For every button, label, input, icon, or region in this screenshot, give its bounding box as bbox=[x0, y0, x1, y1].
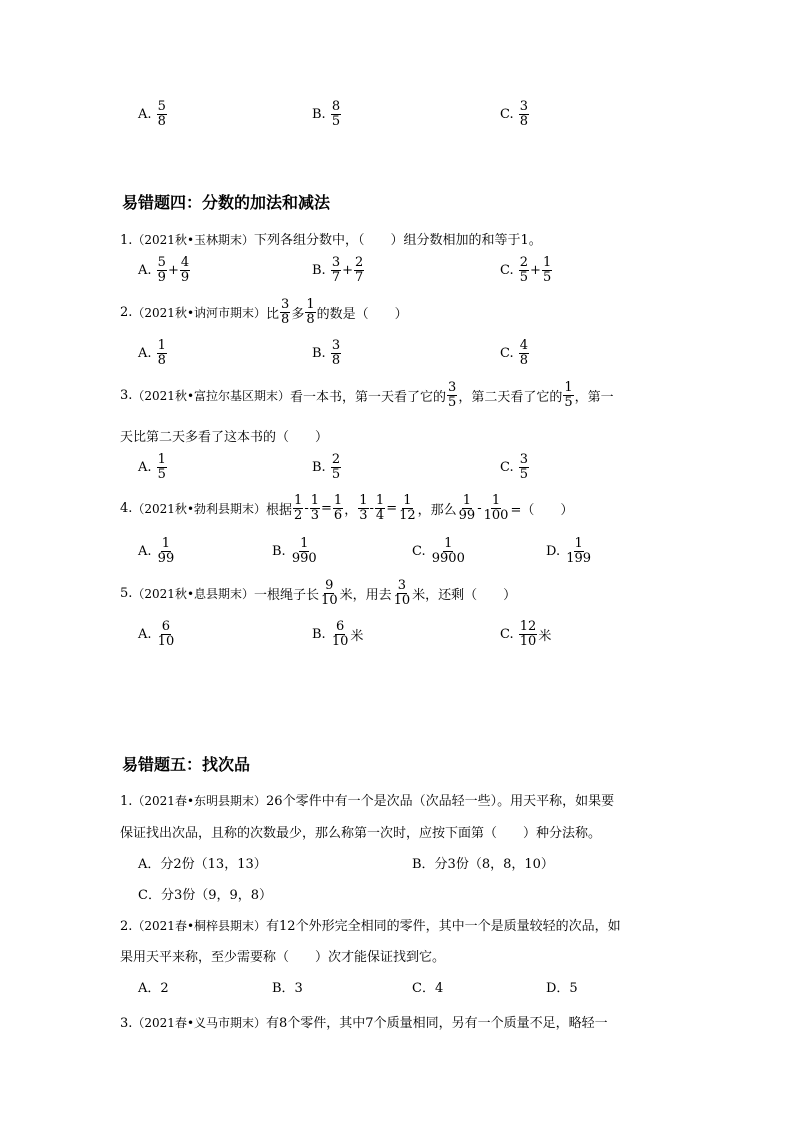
denominator: 99 bbox=[157, 550, 175, 566]
fraction bbox=[305, 298, 315, 326]
numerator: 1 bbox=[310, 493, 320, 508]
fraction bbox=[331, 339, 341, 367]
text: A. bbox=[138, 262, 152, 278]
text: = bbox=[321, 500, 332, 516]
text: - bbox=[477, 500, 482, 516]
denominator: 8 bbox=[331, 352, 341, 368]
text: 下列各组分数中，（ ）组分数相加的和等于1。 bbox=[254, 233, 542, 248]
fraction bbox=[519, 620, 538, 648]
denominator: 10 bbox=[157, 633, 175, 649]
question-stem bbox=[120, 494, 573, 522]
denominator: 8 bbox=[306, 311, 315, 327]
option-d bbox=[546, 537, 593, 565]
text: B. bbox=[312, 106, 326, 122]
fraction bbox=[563, 381, 573, 409]
text: A. bbox=[138, 106, 152, 122]
question-stem-line2: 天比第二天多看了这本书的（ ） bbox=[120, 430, 329, 445]
numerator: 5 bbox=[157, 99, 166, 114]
text: （2021春•桐梓县期末） bbox=[132, 919, 267, 933]
option-b: B．分3份（8，8，10） bbox=[412, 857, 554, 872]
numerator: 5 bbox=[157, 255, 166, 270]
numerator: 6 bbox=[161, 619, 171, 634]
option-a bbox=[138, 453, 168, 481]
fraction bbox=[375, 494, 385, 522]
denominator: 6 bbox=[333, 507, 343, 523]
text: 4. bbox=[120, 500, 133, 516]
text: 3. bbox=[120, 1016, 133, 1031]
numerator: 3 bbox=[331, 338, 341, 353]
fraction bbox=[157, 537, 176, 565]
top-option-b bbox=[312, 100, 342, 128]
fraction bbox=[398, 494, 417, 522]
numerator: 8 bbox=[331, 99, 341, 114]
numerator: 1 bbox=[574, 536, 583, 551]
text: A. bbox=[138, 459, 152, 475]
numerator: 2 bbox=[519, 255, 529, 270]
fraction bbox=[458, 494, 477, 522]
numerator: 1 bbox=[444, 536, 453, 551]
denominator: 5 bbox=[448, 394, 457, 410]
denominator: 9 bbox=[157, 269, 166, 285]
text: - bbox=[369, 500, 374, 516]
denominator: 5 bbox=[157, 466, 166, 482]
numerator: 1 bbox=[157, 452, 166, 467]
fraction bbox=[358, 494, 368, 522]
text: 米 bbox=[538, 628, 552, 644]
fraction bbox=[331, 256, 341, 284]
text: C. bbox=[412, 543, 426, 559]
option-a bbox=[138, 339, 168, 367]
text: （2021秋•讷河市期末） bbox=[132, 305, 267, 320]
fraction bbox=[331, 453, 341, 481]
fraction bbox=[431, 537, 466, 565]
numerator: 2 bbox=[331, 452, 341, 467]
text: 26个零件中有一个是次品（次品轻一些）。用天平称，如果要 bbox=[266, 794, 615, 809]
text: B. bbox=[312, 626, 326, 642]
fraction bbox=[519, 339, 529, 367]
question-stem bbox=[120, 229, 542, 248]
option-b bbox=[312, 453, 342, 481]
denominator: 7 bbox=[331, 269, 341, 285]
numerator: 1 bbox=[359, 493, 368, 508]
numerator: 1 bbox=[157, 338, 166, 353]
text: 一根绳子长 bbox=[254, 587, 320, 603]
text: 1. bbox=[120, 794, 133, 809]
section-title: 易错题五：找次品 bbox=[122, 755, 251, 774]
denominator: 9900 bbox=[431, 550, 465, 566]
denominator: 2 bbox=[294, 507, 303, 523]
text: + bbox=[342, 262, 354, 278]
top-option-c bbox=[500, 100, 530, 128]
text: D. bbox=[546, 543, 561, 559]
option-a: A．2 bbox=[138, 981, 169, 996]
text: B. bbox=[312, 262, 326, 278]
text: 米 bbox=[350, 628, 364, 644]
denominator: 100 bbox=[483, 507, 509, 523]
numerator: 1 bbox=[564, 380, 573, 395]
text: C. bbox=[500, 345, 514, 361]
question-stem bbox=[120, 915, 621, 934]
top-option-a bbox=[138, 100, 168, 128]
text: =（ ） bbox=[510, 502, 574, 518]
text: 1. bbox=[120, 233, 133, 248]
option-b bbox=[312, 339, 342, 367]
denominator: 9 bbox=[180, 269, 190, 285]
numerator: 3 bbox=[448, 380, 457, 395]
numerator: 3 bbox=[519, 99, 529, 114]
text: （2021秋•勃利县期末） bbox=[132, 501, 267, 516]
option-a bbox=[138, 256, 191, 284]
option-a bbox=[138, 620, 176, 648]
denominator: 5 bbox=[519, 269, 529, 285]
numerator: 1 bbox=[491, 493, 501, 508]
option-a: A．分2份（13，13） bbox=[138, 857, 267, 872]
question-stem bbox=[120, 579, 516, 607]
text: 有12个外形完全相同的零件，其中一个是质量较轻的次品，如 bbox=[266, 919, 621, 934]
numerator: 4 bbox=[519, 338, 529, 353]
text: 2. bbox=[120, 304, 133, 320]
numerator: 1 bbox=[294, 493, 303, 508]
option-c bbox=[500, 620, 551, 648]
numerator: 1 bbox=[306, 297, 315, 312]
text: （2021秋•息县期末） bbox=[132, 586, 255, 601]
fraction bbox=[280, 298, 290, 326]
fraction bbox=[483, 494, 510, 522]
fraction bbox=[519, 453, 529, 481]
option-b: B．3 bbox=[272, 981, 303, 996]
text: 米，还剩（ ） bbox=[412, 587, 517, 603]
fraction bbox=[519, 100, 529, 128]
fraction bbox=[542, 256, 552, 284]
text: B. bbox=[312, 345, 326, 361]
fraction bbox=[291, 537, 318, 565]
text: 3. bbox=[120, 387, 133, 403]
text: 比 bbox=[266, 306, 280, 322]
text: = bbox=[386, 500, 398, 516]
question-stem bbox=[120, 790, 614, 809]
numerator: 1 bbox=[161, 536, 171, 551]
text: A. bbox=[138, 626, 152, 642]
denominator: 5 bbox=[542, 269, 552, 285]
numerator: 9 bbox=[325, 578, 334, 593]
text: + bbox=[530, 262, 541, 278]
fraction bbox=[519, 256, 529, 284]
fraction bbox=[331, 620, 350, 648]
text: 2. bbox=[120, 919, 133, 934]
text: ， bbox=[344, 502, 358, 518]
denominator: 10 bbox=[321, 592, 338, 608]
denominator: 5 bbox=[519, 466, 529, 482]
text: （2021秋•玉林期末） bbox=[132, 233, 255, 247]
fraction bbox=[157, 620, 176, 648]
denominator: 5 bbox=[331, 466, 341, 482]
option-a bbox=[138, 537, 176, 565]
fraction bbox=[333, 494, 343, 522]
denominator: 8 bbox=[519, 113, 529, 129]
text: （2021春•东明县期末） bbox=[132, 794, 267, 808]
text: 5. bbox=[120, 585, 133, 601]
option-c: C．分3份（9，9，8） bbox=[138, 888, 273, 903]
denominator: 5 bbox=[564, 394, 573, 410]
fraction bbox=[180, 256, 190, 284]
question-stem bbox=[120, 1012, 608, 1031]
numerator: 3 bbox=[397, 578, 407, 593]
numerator: 1 bbox=[300, 536, 309, 551]
denominator: 199 bbox=[566, 550, 592, 566]
denominator: 3 bbox=[310, 507, 320, 523]
fraction bbox=[157, 256, 167, 284]
text: 看一本书，第一天看了它的 bbox=[290, 389, 447, 405]
option-c bbox=[500, 256, 553, 284]
denominator: 7 bbox=[355, 269, 364, 285]
question-stem bbox=[120, 381, 614, 409]
question-stem-line2: 保证找出次品，且称的次数最少，那么称第一次时，应按下面第（ ）种分法称。 bbox=[120, 826, 602, 841]
text: B. bbox=[272, 543, 286, 559]
fraction bbox=[320, 579, 339, 607]
fraction bbox=[293, 494, 303, 522]
denominator: 4 bbox=[375, 507, 385, 523]
denominator: 8 bbox=[519, 352, 529, 368]
denominator: 990 bbox=[291, 550, 317, 566]
denominator: 8 bbox=[157, 113, 166, 129]
text: ，第一 bbox=[574, 389, 614, 405]
question-stem-line2: 果用天平来称，至少需要称（ ）次才能保证找到它。 bbox=[120, 950, 446, 965]
question-stem bbox=[120, 298, 408, 326]
option-c bbox=[412, 537, 467, 565]
denominator: 10 bbox=[393, 592, 411, 608]
fraction bbox=[310, 494, 320, 522]
text: 多 bbox=[291, 306, 305, 322]
numerator: 4 bbox=[180, 255, 190, 270]
text: C. bbox=[500, 106, 514, 122]
numerator: 12 bbox=[519, 619, 537, 634]
fraction bbox=[157, 339, 167, 367]
text: ，那么 bbox=[417, 502, 457, 518]
denominator: 5 bbox=[331, 113, 341, 129]
numerator: 1 bbox=[462, 493, 472, 508]
fraction bbox=[331, 100, 341, 128]
denominator: 8 bbox=[157, 352, 166, 368]
denominator: 3 bbox=[359, 507, 368, 523]
text: C. bbox=[500, 262, 514, 278]
fraction bbox=[393, 579, 412, 607]
fraction bbox=[157, 453, 167, 481]
text: B. bbox=[312, 459, 326, 475]
text: 米，用去 bbox=[339, 587, 392, 603]
fraction bbox=[565, 537, 592, 565]
denominator: 99 bbox=[458, 507, 476, 523]
text: C. bbox=[500, 626, 514, 642]
denominator: 12 bbox=[399, 507, 416, 523]
option-c bbox=[500, 339, 530, 367]
text: 根据 bbox=[266, 502, 293, 518]
text: + bbox=[167, 262, 179, 278]
text: A. bbox=[138, 543, 152, 559]
numerator: 1 bbox=[375, 493, 385, 508]
text: 的数是（ ） bbox=[316, 306, 408, 322]
option-d: D．5 bbox=[546, 981, 578, 996]
numerator: 1 bbox=[333, 493, 343, 508]
text: 有8个零件，其中7个质量相同，另有一个质量不足，略轻一 bbox=[266, 1016, 608, 1031]
denominator: 10 bbox=[331, 633, 349, 649]
denominator: 8 bbox=[281, 311, 290, 327]
numerator: 1 bbox=[403, 493, 412, 508]
numerator: 1 bbox=[542, 255, 552, 270]
numerator: 3 bbox=[331, 255, 341, 270]
option-c: C．4 bbox=[412, 981, 444, 996]
option-b bbox=[312, 256, 365, 284]
section-title: 易错题四：分数的加法和减法 bbox=[122, 193, 331, 212]
option-c bbox=[500, 453, 530, 481]
text: （2021秋•富拉尔基区期末） bbox=[132, 388, 291, 403]
denominator: 10 bbox=[519, 633, 537, 649]
text: （2021春•义马市期末） bbox=[132, 1016, 267, 1030]
option-b bbox=[272, 537, 319, 565]
text: A. bbox=[138, 345, 152, 361]
text: - bbox=[304, 500, 309, 516]
numerator: 3 bbox=[519, 452, 529, 467]
fraction bbox=[447, 381, 457, 409]
text: C. bbox=[500, 459, 514, 475]
numerator: 2 bbox=[355, 255, 364, 270]
text: ，第二天看了它的 bbox=[458, 389, 563, 405]
numerator: 3 bbox=[281, 297, 290, 312]
fraction bbox=[157, 100, 167, 128]
option-b bbox=[312, 620, 363, 648]
fraction bbox=[354, 256, 364, 284]
numerator: 6 bbox=[335, 619, 345, 634]
